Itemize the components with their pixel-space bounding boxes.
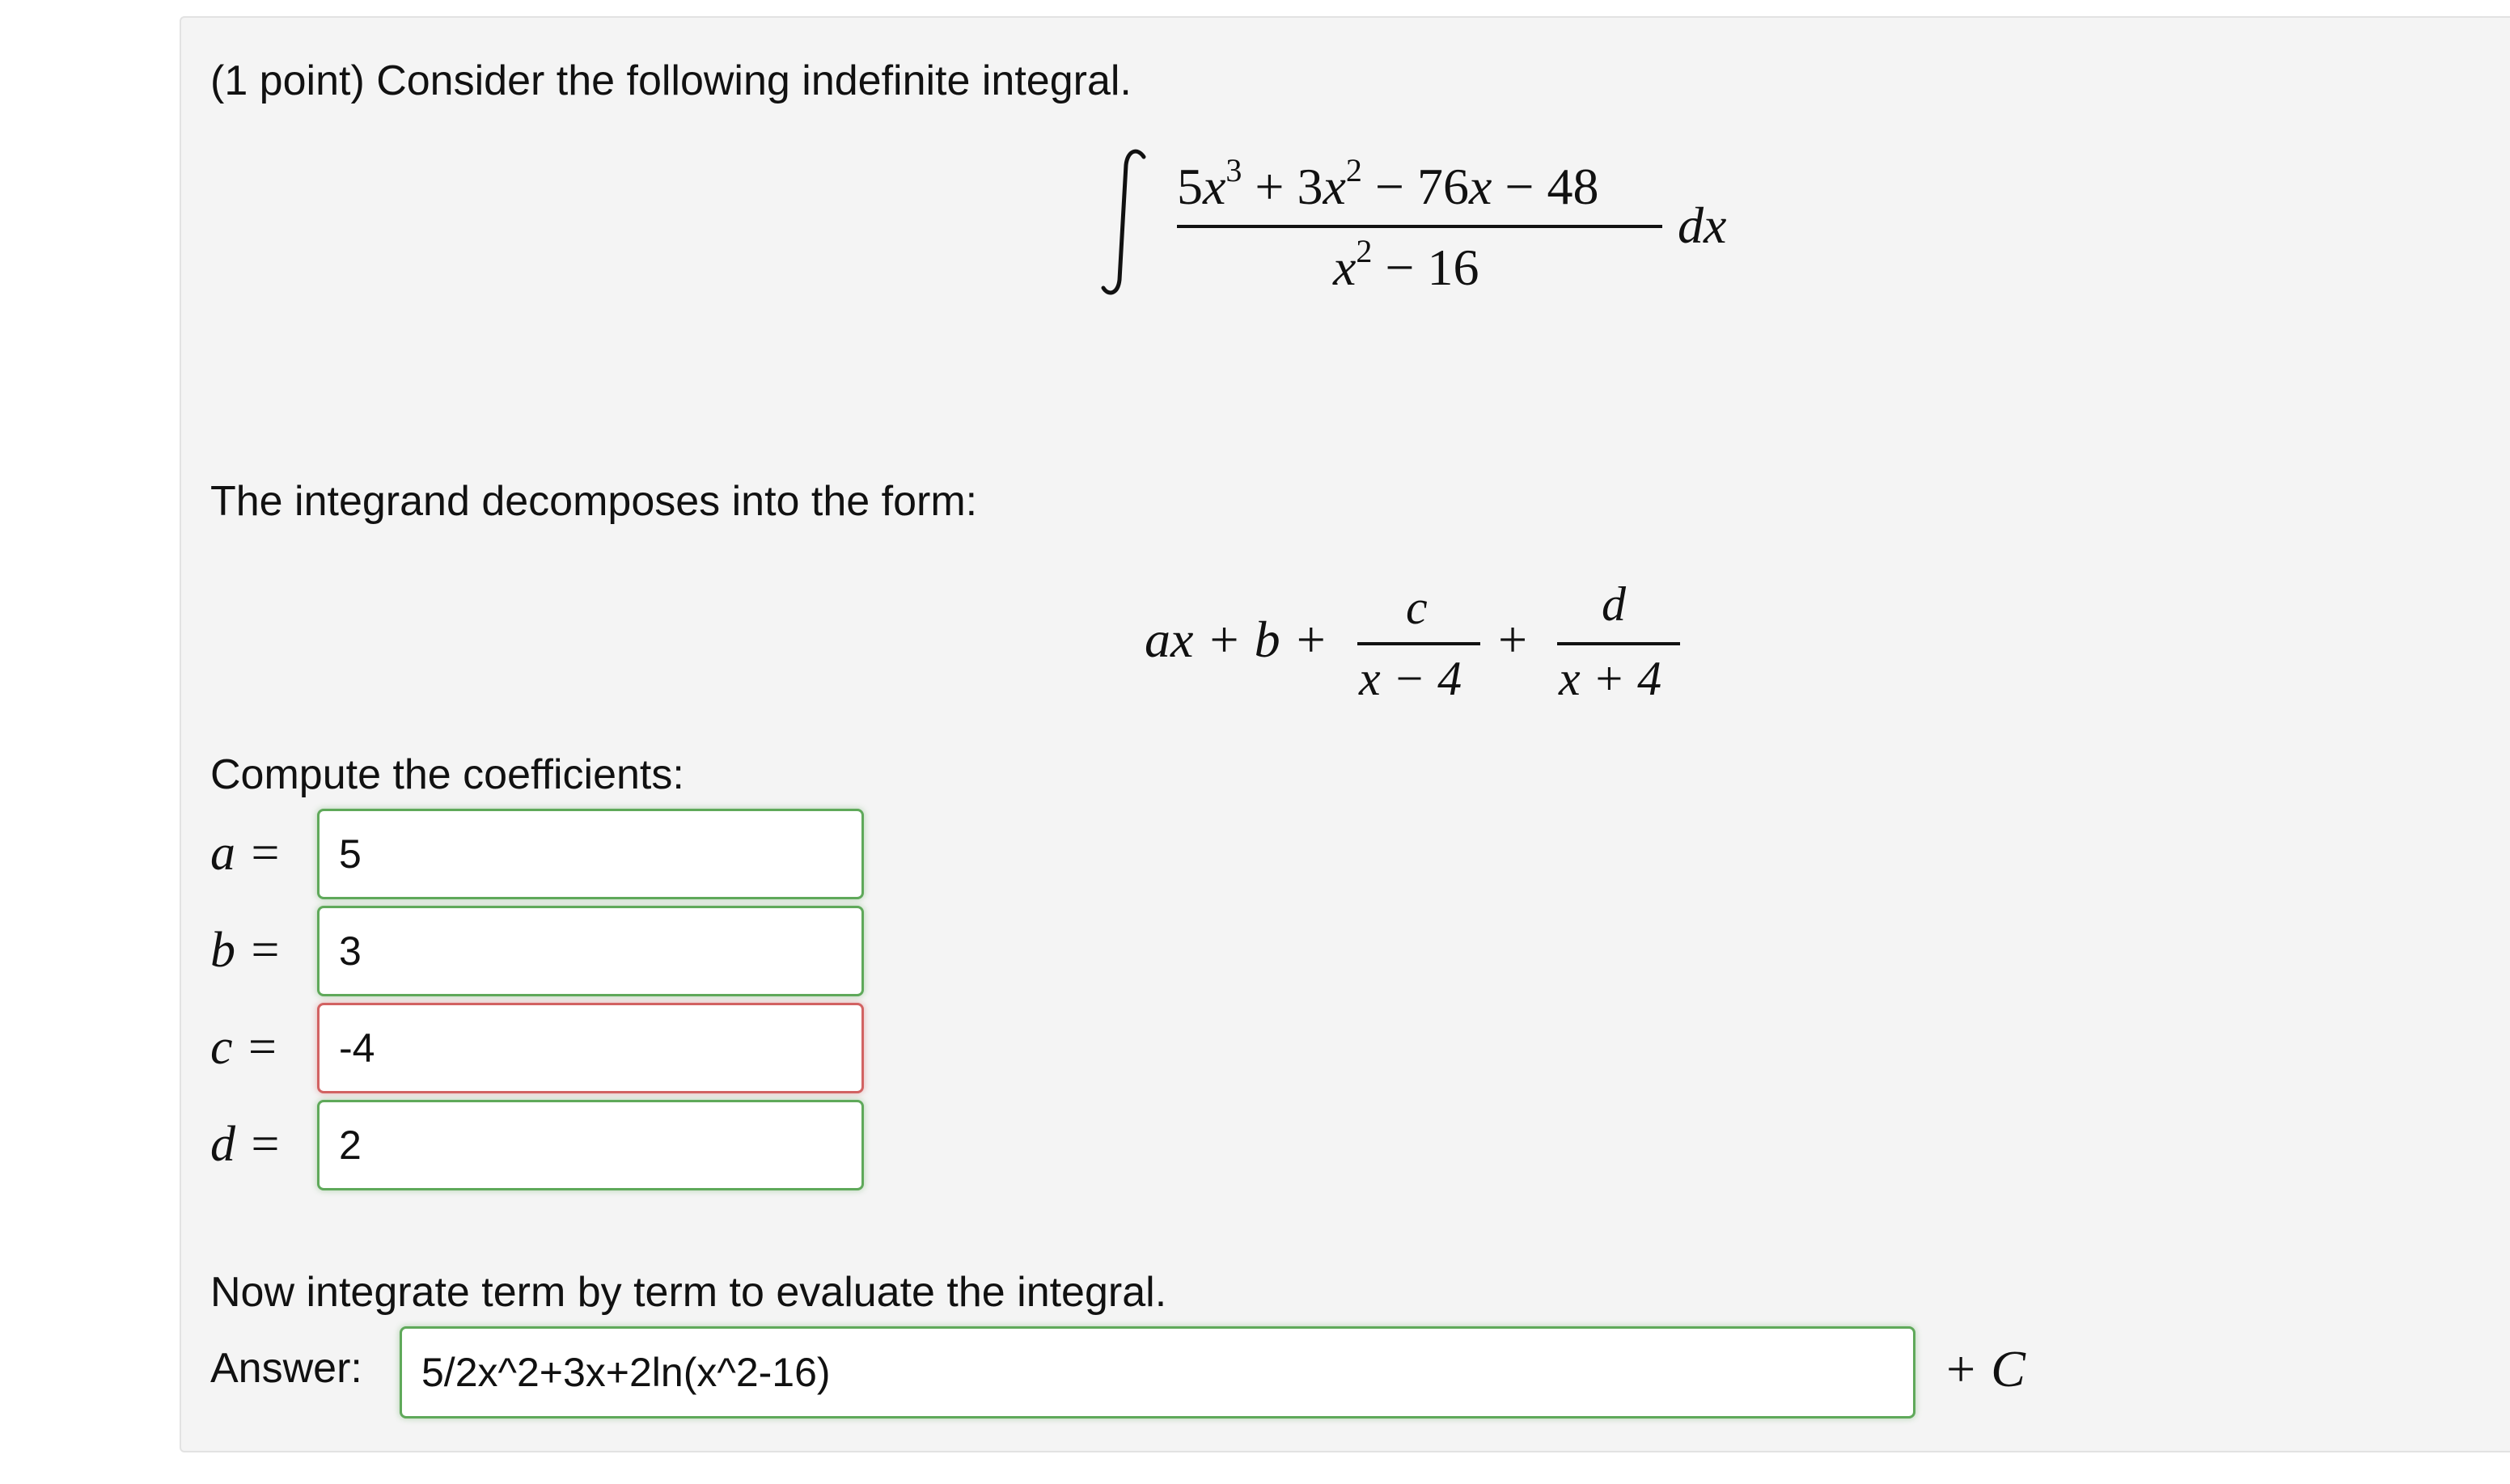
decomposition-c-denominator: x − 4 bbox=[1359, 652, 1462, 705]
coef-b-label: b = bbox=[210, 923, 282, 978]
integrand-fraction-bar bbox=[1177, 225, 1662, 228]
integration-constant: + C bbox=[1943, 1340, 2025, 1397]
integrate-text: Now integrate term by term to evaluate the integral. bbox=[210, 1269, 1167, 1316]
decomposition-d-fraction-bar bbox=[1557, 642, 1680, 645]
coef-a-label: a = bbox=[210, 826, 282, 881]
integrand-numerator: $5x^3 + 3x^2 - 76x - 48$ bbox=[1177, 151, 1599, 215]
decomposition-c-numerator: c bbox=[1406, 581, 1428, 634]
decomposition-lead: ax + b + bbox=[1145, 611, 1328, 668]
answer-label: Answer: bbox=[210, 1345, 362, 1392]
coef-d-label: d = bbox=[210, 1117, 282, 1172]
problem-panel bbox=[180, 16, 2510, 1452]
integral-differential: dx bbox=[1678, 197, 1727, 254]
integrand-denominator: $x^2 - 16$ bbox=[1333, 232, 1479, 296]
decompose-text: The integrand decomposes into the form: bbox=[210, 478, 978, 525]
decomposition-plus: + bbox=[1498, 611, 1528, 668]
coef-d-input[interactable] bbox=[317, 1100, 864, 1190]
coef-b-input[interactable] bbox=[317, 906, 864, 996]
coefficients-text: Compute the coefficients: bbox=[210, 751, 684, 798]
coef-c-input[interactable] bbox=[317, 1003, 864, 1093]
decomposition-c-fraction-bar bbox=[1357, 642, 1480, 645]
answer-input[interactable] bbox=[400, 1326, 1915, 1418]
coef-c-label: c = bbox=[210, 1020, 279, 1075]
problem-intro: (1 point) Consider the following indefinite integral. bbox=[210, 57, 1132, 104]
decomposition-d-numerator: d bbox=[1602, 577, 1626, 631]
coef-a-input[interactable] bbox=[317, 809, 864, 899]
integral-sign-icon bbox=[1097, 146, 1153, 299]
decomposition-d-denominator: x + 4 bbox=[1559, 652, 1662, 705]
